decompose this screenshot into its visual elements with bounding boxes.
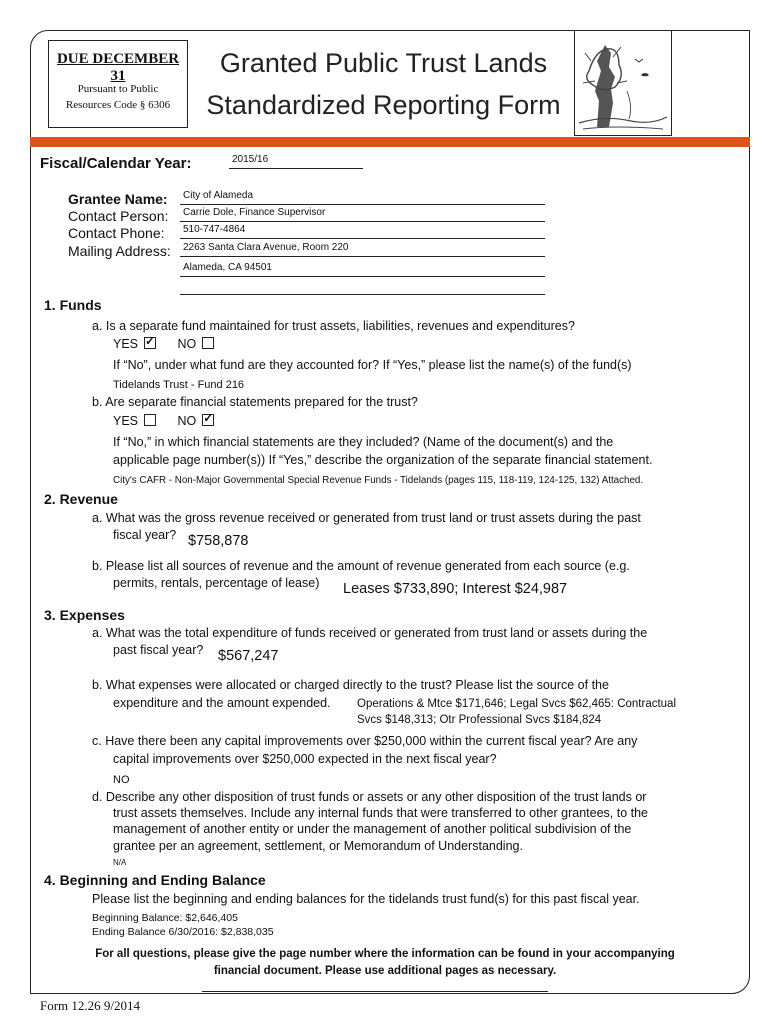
accent-bar bbox=[30, 137, 750, 147]
form-title-line-1: Granted Public Trust Lands bbox=[219, 48, 548, 78]
pursuant-line-1: Pursuant to Public bbox=[77, 83, 159, 95]
revenue-question-a-1: a. What was the gross revenue received or generated from trust land or trust assets during the past bbox=[92, 511, 641, 525]
funds-question-b: b. Are separate financial statements prepared for the trust? bbox=[92, 395, 418, 409]
funds-b-no-checkbox[interactable] bbox=[202, 414, 214, 426]
contact-phone-field[interactable]: 510-747-4864 bbox=[180, 224, 545, 239]
ending-balance: Ending Balance 6/30/2016: $2,838,035 bbox=[92, 926, 274, 938]
expenses-b-answer-1: Operations & Mtce $171,646; Legal Svcs $62,465: Contractual bbox=[357, 698, 677, 710]
due-date-box bbox=[48, 40, 188, 128]
expenses-question-c-2: capital improvements over $250,000 expected in the next fiscal year? bbox=[113, 752, 497, 766]
footer-note-2: financial document. Please use additional pages as necessary. bbox=[213, 965, 557, 977]
funds-b-yes-checkbox[interactable] bbox=[144, 414, 156, 426]
contact-person-label: Contact Person: bbox=[68, 208, 169, 224]
expenses-question-c-1: c. Have there been any capital improvements over $250,000 within the current fiscal year? Are any bbox=[92, 734, 638, 748]
contact-person-field[interactable]: Carrie Dole, Finance Supervisor bbox=[180, 207, 545, 222]
mailing-address-line-1-field[interactable]: 2263 Santa Clara Avenue, Room 220 bbox=[180, 242, 545, 257]
form-number: Form 12.26 9/2014 bbox=[40, 998, 141, 1013]
contact-phone-label: Contact Phone: bbox=[68, 225, 165, 241]
mailing-address-line-2-field[interactable]: Alameda, CA 94501 bbox=[180, 262, 545, 277]
expenses-question-b-2: expenditure and the amount expended. bbox=[113, 696, 331, 710]
funds-question-a: a. Is a separate fund maintained for trust assets, liabilities, revenues and expenditures? bbox=[92, 319, 575, 333]
funds-b-no-label: NO bbox=[177, 414, 197, 428]
grantee-name-field[interactable]: City of Alameda bbox=[180, 190, 545, 205]
funds-a-yes-checkbox[interactable] bbox=[144, 337, 156, 349]
due-date-title: DUE DECEMBER 31 bbox=[56, 51, 180, 84]
funds-a-no-checkbox[interactable] bbox=[202, 337, 214, 349]
expenses-d-answer: N/A bbox=[113, 858, 127, 867]
signature-line bbox=[202, 991, 548, 992]
form-title-line-2: Standardized Reporting Form bbox=[206, 90, 561, 120]
section-funds-title: 1. Funds bbox=[44, 297, 102, 313]
expenses-question-d-2: trust assets themselves. Include any internal funds that were transferred to other grantees, to the bbox=[113, 806, 649, 820]
funds-b-followup-2: applicable page number(s)) If “Yes,” describe the organization of the separate financial statement. bbox=[113, 453, 653, 467]
revenue-a-answer: $758,878 bbox=[188, 533, 249, 549]
expenses-question-a-1: a. What was the total expenditure of funds received or generated from trust land or assets during the bbox=[92, 626, 648, 640]
funds-b-yes-label: YES bbox=[113, 414, 139, 428]
funds-a-answer: Tidelands Trust - Fund 216 bbox=[113, 379, 245, 391]
grantee-name-label: Grantee Name: bbox=[68, 191, 168, 207]
balance-prompt: Please list the beginning and ending balances for the tidelands trust fund(s) for this past fiscal year. bbox=[92, 892, 640, 906]
funds-a-yes-label: YES bbox=[113, 337, 139, 351]
mailing-address-label: Mailing Address: bbox=[68, 243, 171, 259]
mailing-address-line-3-field[interactable] bbox=[180, 280, 545, 295]
expenses-b-answer-2: Svcs $148,313; Otr Professional Svcs $184,824 bbox=[357, 714, 602, 726]
revenue-b-answer: Leases $733,890; Interest $24,987 bbox=[343, 581, 568, 597]
expenses-a-answer: $567,247 bbox=[218, 648, 279, 664]
revenue-question-b-1: b. Please list all sources of revenue and the amount of revenue generated from each source (e.g. bbox=[92, 559, 630, 573]
section-revenue-title: 2. Revenue bbox=[44, 491, 118, 507]
funds-a-no-label: NO bbox=[177, 337, 197, 351]
expenses-question-d-3: management of another entity or under the management of another political subdivision of the bbox=[113, 822, 632, 836]
fiscal-year-field[interactable]: 2015/16 bbox=[229, 154, 363, 169]
section-expenses-title: 3. Expenses bbox=[44, 607, 125, 623]
pursuant-line-2: Resources Code § 6306 bbox=[65, 99, 171, 111]
funds-b-followup-1: If “No,” in which financial statements are they included? (Name of the document(s) and the bbox=[113, 435, 614, 449]
expenses-c-answer: NO bbox=[113, 774, 130, 786]
section-balance-title: 4. Beginning and Ending Balance bbox=[44, 872, 266, 888]
beginning-balance: Beginning Balance: $2,646,405 bbox=[92, 912, 238, 924]
revenue-question-a-2: fiscal year? bbox=[113, 528, 177, 542]
fiscal-year-label: Fiscal/Calendar Year: bbox=[40, 155, 192, 172]
expenses-question-d-1: d. Describe any other disposition of trust funds or assets or any other disposition of the trust lands or bbox=[92, 790, 647, 804]
revenue-question-b-2: permits, rentals, percentage of lease) bbox=[113, 576, 320, 590]
tree-landscape-icon bbox=[575, 31, 671, 135]
funds-a-followup: If “No”, under what fund are they accounted for? If “Yes,” please list the name(s) of the fund(s) bbox=[113, 358, 632, 372]
funds-a-options bbox=[113, 336, 214, 353]
funds-b-answer: City's CAFR - Non-Major Governmental Special Revenue Funds - Tidelands (pages 115, 118-119, 124-125, 132) Attached. bbox=[113, 475, 644, 486]
expenses-question-d-4: grantee per an agreement, settlement, or Memorandum of Understanding. bbox=[113, 839, 523, 853]
expenses-question-b-1: b. What expenses were allocated or charged directly to the trust? Please list the source of the bbox=[92, 678, 609, 692]
funds-b-options bbox=[113, 413, 214, 430]
expenses-question-a-2: past fiscal year? bbox=[113, 643, 204, 657]
footer-note-1: For all questions, please give the page number where the information can be found in your accompanying bbox=[95, 948, 675, 960]
logo bbox=[574, 30, 672, 136]
